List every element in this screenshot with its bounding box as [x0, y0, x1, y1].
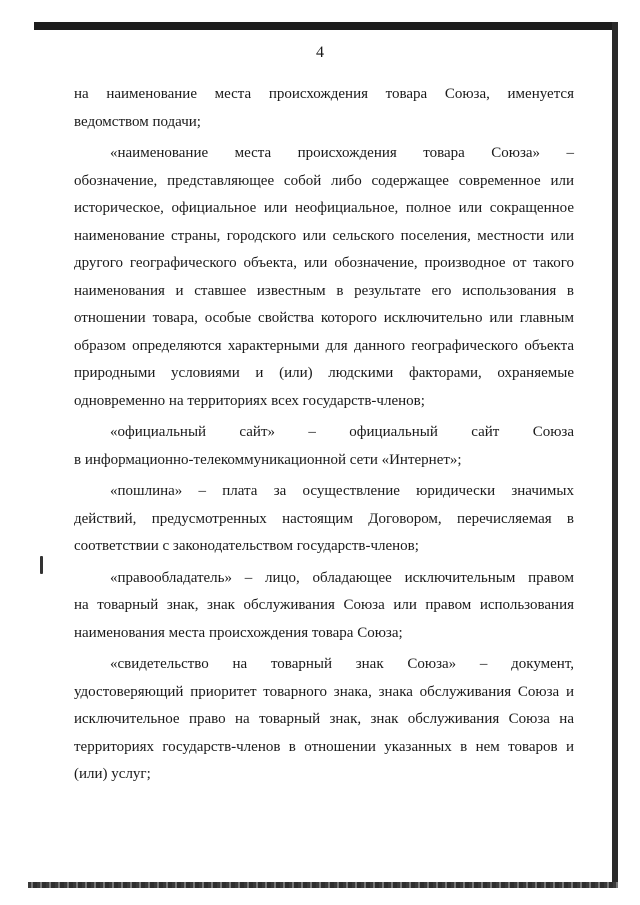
scan-artifact-mark	[40, 556, 43, 574]
paragraph-first-line: на наименование места происхождения товара Союза, именуется	[74, 86, 574, 102]
paragraph-text: удостоверяющий приоритет товарного знака, знака обслуживания Союза и исключительное право на товарный знак, знак обслуживания Союза на территориях государств-членов в отношении указанных в нем товаров и (или) услуг;	[74, 683, 574, 782]
scan-border-bottom	[28, 882, 618, 888]
paragraph-first-line: «пошлина» – плата за осуществление юридически значимых	[110, 483, 574, 499]
paragraph-text: в информационно-телекоммуникационной сети «Интернет»;	[74, 451, 462, 468]
paragraph-first-line: «правообладатель» – лицо, обладающее исключительным правом	[110, 569, 574, 586]
paragraph-submission-office	[74, 81, 574, 136]
paragraph-first-line: «наименование места происхождения товара Союза» –	[110, 145, 574, 161]
paragraph-definition-appellation	[74, 140, 574, 415]
scan-border-top	[34, 22, 614, 30]
scan-border-right	[612, 22, 618, 888]
paragraph-first-line: «свидетельство на товарный знак Союза» – документ,	[110, 656, 574, 672]
paragraph-first-line: «официальный сайт» – официальный сайт Союза	[110, 424, 574, 440]
paragraph-text: обозначение, представляющее собой либо содержащее современное или историческое, официальное или неофициальное, полное или сокращенное наименование страны, городского или сельского поселения, местности или другого географического объекта, или обозначение, производное от такого наименования и ставшее известным в результате его использования в отношении товара, особые свойства которого исключительно или главным образом определяются характерными для данного географического объекта природными условиями и (или) людскими факторами, охраняемые одновременно на территориях всех государств-членов;	[74, 172, 574, 409]
paragraph-definition-right-holder	[74, 565, 574, 648]
document-body	[74, 81, 574, 789]
paragraph-text: действий, предусмотренных настоящим Договором, перечисляемая в соответствии с законодательством государств-членов;	[74, 510, 574, 554]
paragraph-text: на товарный знак, знак обслуживания Союза или правом использования наименования места происхождения товара Союза;	[74, 597, 574, 641]
paragraph-text: ведомством подачи;	[74, 113, 201, 130]
paragraph-definition-certificate	[74, 651, 574, 789]
page-number: 4	[316, 44, 324, 61]
paragraph-definition-fee	[74, 478, 574, 561]
paragraph-definition-official-site	[74, 419, 574, 474]
